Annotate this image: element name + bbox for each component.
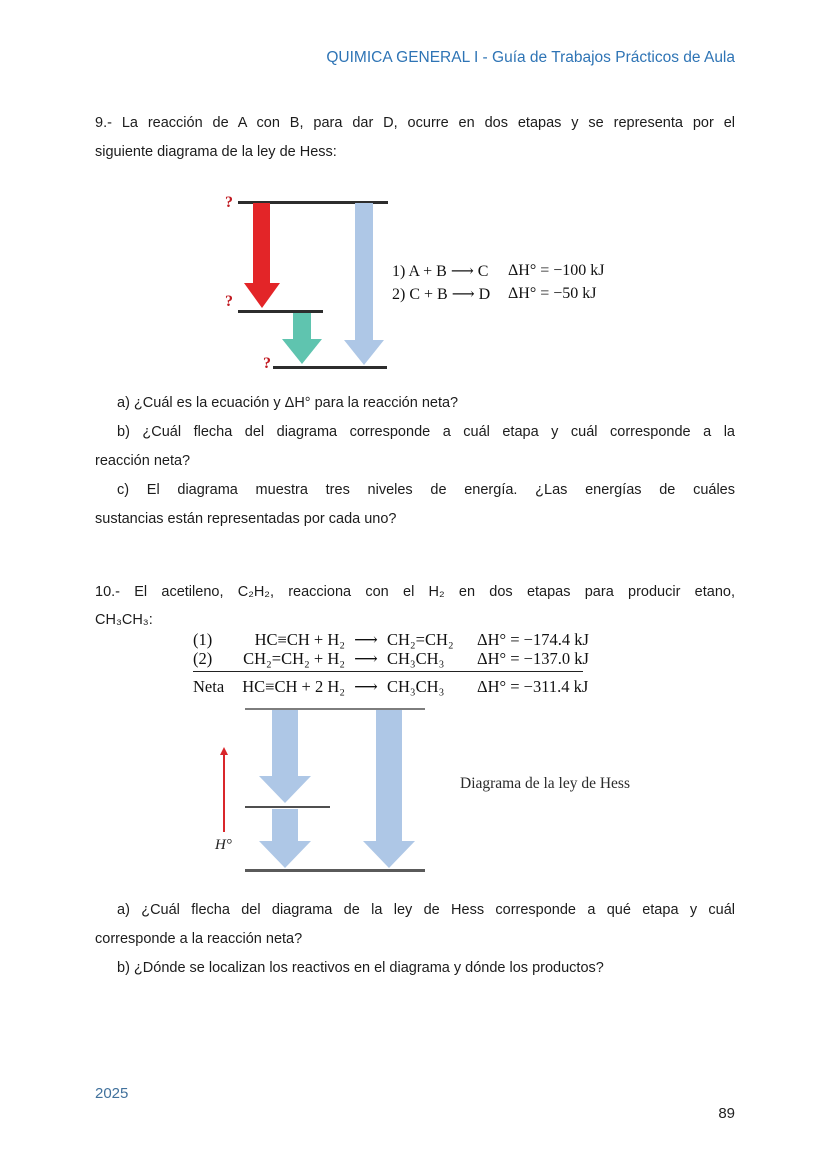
diagram-caption: Diagrama de la ley de Hess [460,775,631,792]
step2-blue-arrow-shaft [272,809,298,841]
reaction-row-1-reactants: HC≡CH + H₂ [254,629,345,649]
step-equation-2-reaction: 2) C + B ⟶ D [392,285,491,303]
bottom-level-question-mark: ? [263,355,271,372]
step-equation-2-enthalpy: ΔH° = −50 kJ [508,284,597,302]
step-equation-1-enthalpy: ΔH° = −100 kJ [508,261,605,279]
net-reaction-row-reactants: HC≡CH + 2 H₂ [242,676,345,696]
reaction-row-1-products: CH₂=CH₂ [387,629,454,649]
step2-teal-arrow [282,313,322,364]
step2-blue-arrow [258,809,311,868]
step-equation-1-reaction: 1) A + B ⟶ C [392,262,489,280]
problem-10-questions [95,896,735,983]
problem-9-question-b [95,418,735,476]
reaction-row-2-label: (2) [193,648,213,668]
reaction-row-2-products: CH₃CH₃ [387,648,445,668]
net-reaction-row-label: Neta [193,676,225,696]
enthalpy-axis-label: H° [215,837,232,853]
step1-red-arrow-head [244,283,280,308]
step2-blue-arrow-head [259,841,311,868]
net-reaction-row-products: CH₃CH₃ [387,676,445,696]
problem-10-question-b [95,954,735,983]
problem-9-question-b-line-2: reacción neta? [95,453,191,469]
step-equation-2 [392,282,605,305]
reaction-row-2-enthalpy: ΔH° = −137.0 kJ [477,648,589,668]
problem-9-question-b-line-1: b) ¿Cuál flecha del diagrama corresponde a cuál etapa y cuál corresponde a la [117,424,735,440]
net-reaction-blue-arrow-head [344,340,384,365]
reaction-row-2-arrow: ⟶ [354,648,378,668]
top-level-question-mark: ? [225,194,233,211]
problem-10-question-a-line-2: corresponde a la reacción neta? [95,931,303,947]
reaction-row-1-label: (1) [193,629,213,649]
net-reaction-row-arrow: ⟶ [354,676,378,696]
energy-level-bottom-line [245,869,425,872]
problem-9-intro [95,109,735,167]
problem-9-question-c [95,476,735,534]
problem-10-intro-line-1: 10.- El acetileno, C₂H₂, reacciona con el H₂ en dos etapas para producir etano, [95,583,735,600]
middle-level-question-mark: ? [225,293,233,310]
step2-teal-arrow-head [282,339,322,364]
reaction-row-1-arrow: ⟶ [354,629,378,649]
net-reaction-row-enthalpy: ΔH° = −311.4 kJ [477,676,589,696]
step1-blue-arrow [258,710,311,803]
problem-9-questions [95,389,735,534]
net-reaction-blue-arrow-shaft [355,203,373,340]
step2-teal-arrow-shaft [293,313,311,339]
enthalpy-axis-arrow-shaft [223,755,225,832]
reaction-row-2-reactants: CH₂=CH₂ + H₂ [243,648,345,668]
problem-10-intro-line-2: CH₃CH₃: [95,611,153,628]
problem-10-intro [95,578,735,634]
problem-9-question-a [95,389,735,418]
net-reaction-blue-arrow [362,710,415,868]
net-reaction-blue-arrow [344,203,384,365]
footer-year: 2025 [95,1085,129,1102]
enthalpy-axis-up-arrow [218,747,229,832]
net-reaction-blue-arrow-shaft [376,710,402,841]
reaction-equations-table [193,630,593,697]
problem-9-intro-line-2: siguiente diagrama de la ley de Hess: [95,143,337,160]
enthalpy-axis-arrow-head [220,747,228,755]
net-reaction-blue-arrow-head [363,841,415,868]
reaction-row-1 [193,630,593,649]
problem-9-question-c-line-1: c) El diagrama muestra tres niveles de energía. ¿Las energías de cuáles [117,482,735,498]
step-equation-1 [392,259,605,282]
hess-diagram-problem-9 [220,190,620,385]
problem-10-question-b-text: b) ¿Dónde se localizan los reactivos en el diagrama y dónde los productos? [117,960,604,976]
problem-10-question-a [95,896,735,954]
step1-red-arrow-shaft [253,203,270,283]
reaction-row-1-enthalpy: ΔH° = −174.4 kJ [477,629,589,649]
net-reaction-row [193,676,593,697]
sum-rule-line [193,671,583,672]
problem-9-intro-line-1: 9.- La reacción de A con B, para dar D, ocurre en dos etapas y se representa por el [95,114,735,131]
step1-red-arrow [243,203,280,308]
energy-level-bottom-line [273,366,387,369]
page-number: 89 [718,1105,735,1122]
problem-9-question-c-line-2: sustancias están representadas por cada uno? [95,511,397,527]
step1-blue-arrow-shaft [272,710,298,776]
step1-blue-arrow-head [259,776,311,803]
problem-9-question-a-text: a) ¿Cuál es la ecuación y ΔH° para la reacción neta? [117,395,459,411]
problem-10-question-a-line-1: a) ¿Cuál flecha del diagrama de la ley de Hess corresponde a qué etapa y cuál [117,902,735,918]
hess-diagram-problem-10 [215,695,655,887]
reaction-row-2 [193,649,593,668]
energy-level-middle-line [245,806,330,808]
step-equations [392,259,605,305]
document-header: QUIMICA GENERAL I - Guía de Trabajos Prácticos de Aula [326,49,735,66]
